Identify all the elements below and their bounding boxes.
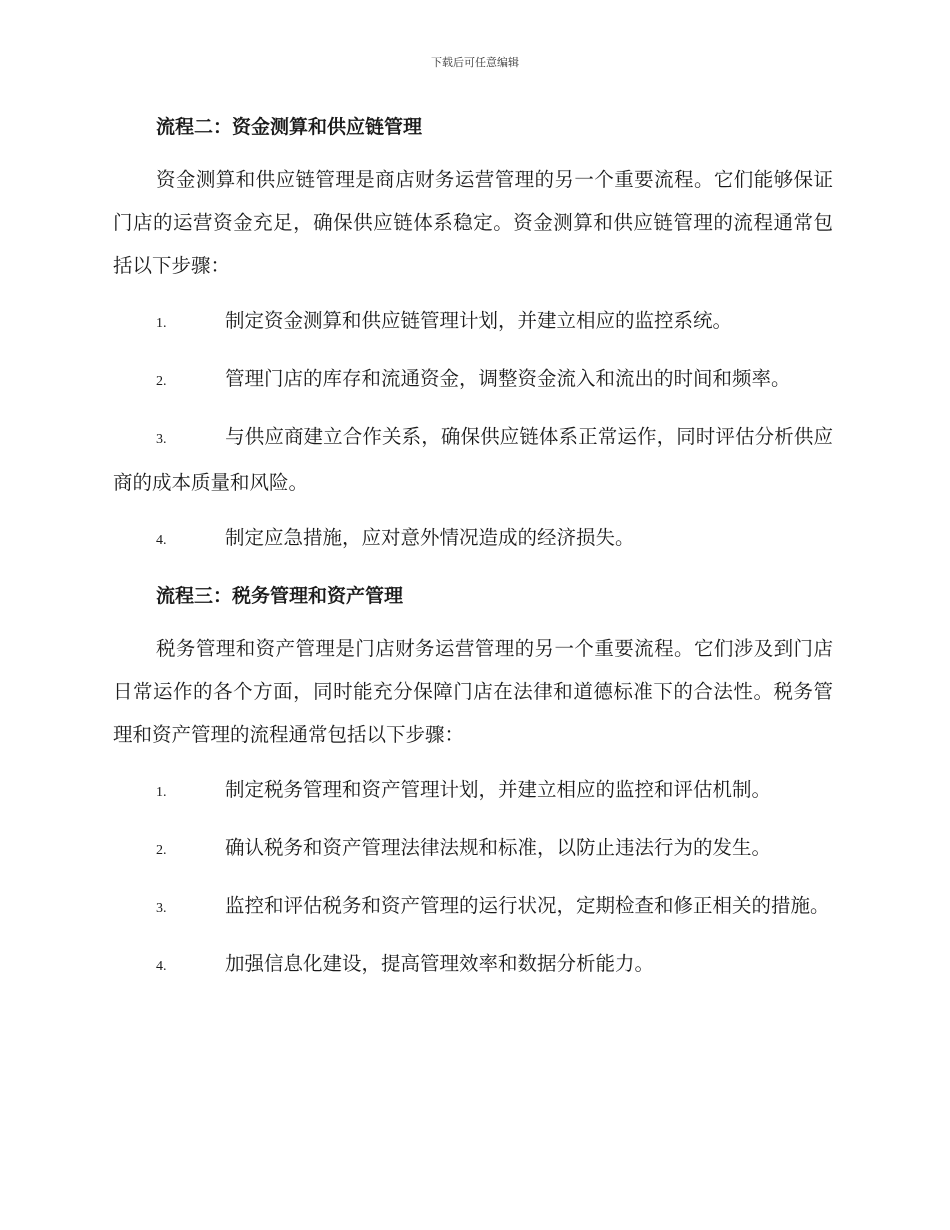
section-intro-process-2: 资金测算和供应链管理是商店财务运营管理的另一个重要流程。它们能够保证门店的运营资金充足，确保供应链体系稳定。资金测算和供应链管理的流程通常包括以下步骤：	[113, 168, 833, 277]
page-header-note: 下载后可任意编辑	[431, 56, 519, 69]
list-item-text: 制定资金测算和供应链管理计划，并建立相应的监控系统。	[225, 309, 733, 332]
list-item-text: 管理门店的库存和流通资金，调整资金流入和流出的时间和频率。	[225, 367, 791, 390]
list-item	[113, 415, 833, 504]
list-item	[113, 884, 833, 930]
list-item-number: 2.	[156, 374, 167, 389]
list-item-number: 1.	[156, 316, 167, 331]
list-item-text: 制定应急措施，应对意外情况造成的经济损失。	[225, 526, 635, 549]
section-heading-process-3: 流程三：税务管理和资产管理	[156, 585, 404, 607]
list-item	[113, 768, 833, 814]
list-item	[113, 516, 833, 562]
list-item-number: 3.	[156, 901, 167, 916]
list-item	[113, 826, 833, 872]
list-item-number: 3.	[156, 432, 167, 447]
list-item-number: 4.	[156, 533, 167, 548]
list-item-text: 加强信息化建设，提高管理效率和数据分析能力。	[225, 952, 655, 975]
list-item-text: 监控和评估税务和资产管理的运行状况，定期检查和修正相关的措施。	[225, 894, 830, 917]
list-item	[113, 299, 833, 345]
list-item-text: 与供应商建立合作关系，确保供应链体系正常运作，同时评估分析供应商的成本质量和风险。	[113, 425, 833, 494]
document-body	[113, 105, 833, 988]
list-item-text: 制定税务管理和资产管理计划，并建立相应的监控和评估机制。	[225, 778, 772, 801]
section-heading-process-2: 流程二：资金测算和供应链管理	[156, 116, 423, 138]
list-item-text: 确认税务和资产管理法律法规和标准，以防止违法行为的发生。	[225, 836, 772, 859]
list-item	[113, 942, 833, 988]
list-item-number: 2.	[156, 843, 167, 858]
section-intro-process-3: 税务管理和资产管理是门店财务运营管理的另一个重要流程。它们涉及到门店日常运作的各个方面，同时能充分保障门店在法律和道德标准下的合法性。税务管理和资产管理的流程通常包括以下步骤：	[113, 637, 833, 746]
list-item-number: 4.	[156, 959, 167, 974]
list-item	[113, 357, 833, 403]
list-item-number: 1.	[156, 785, 167, 800]
